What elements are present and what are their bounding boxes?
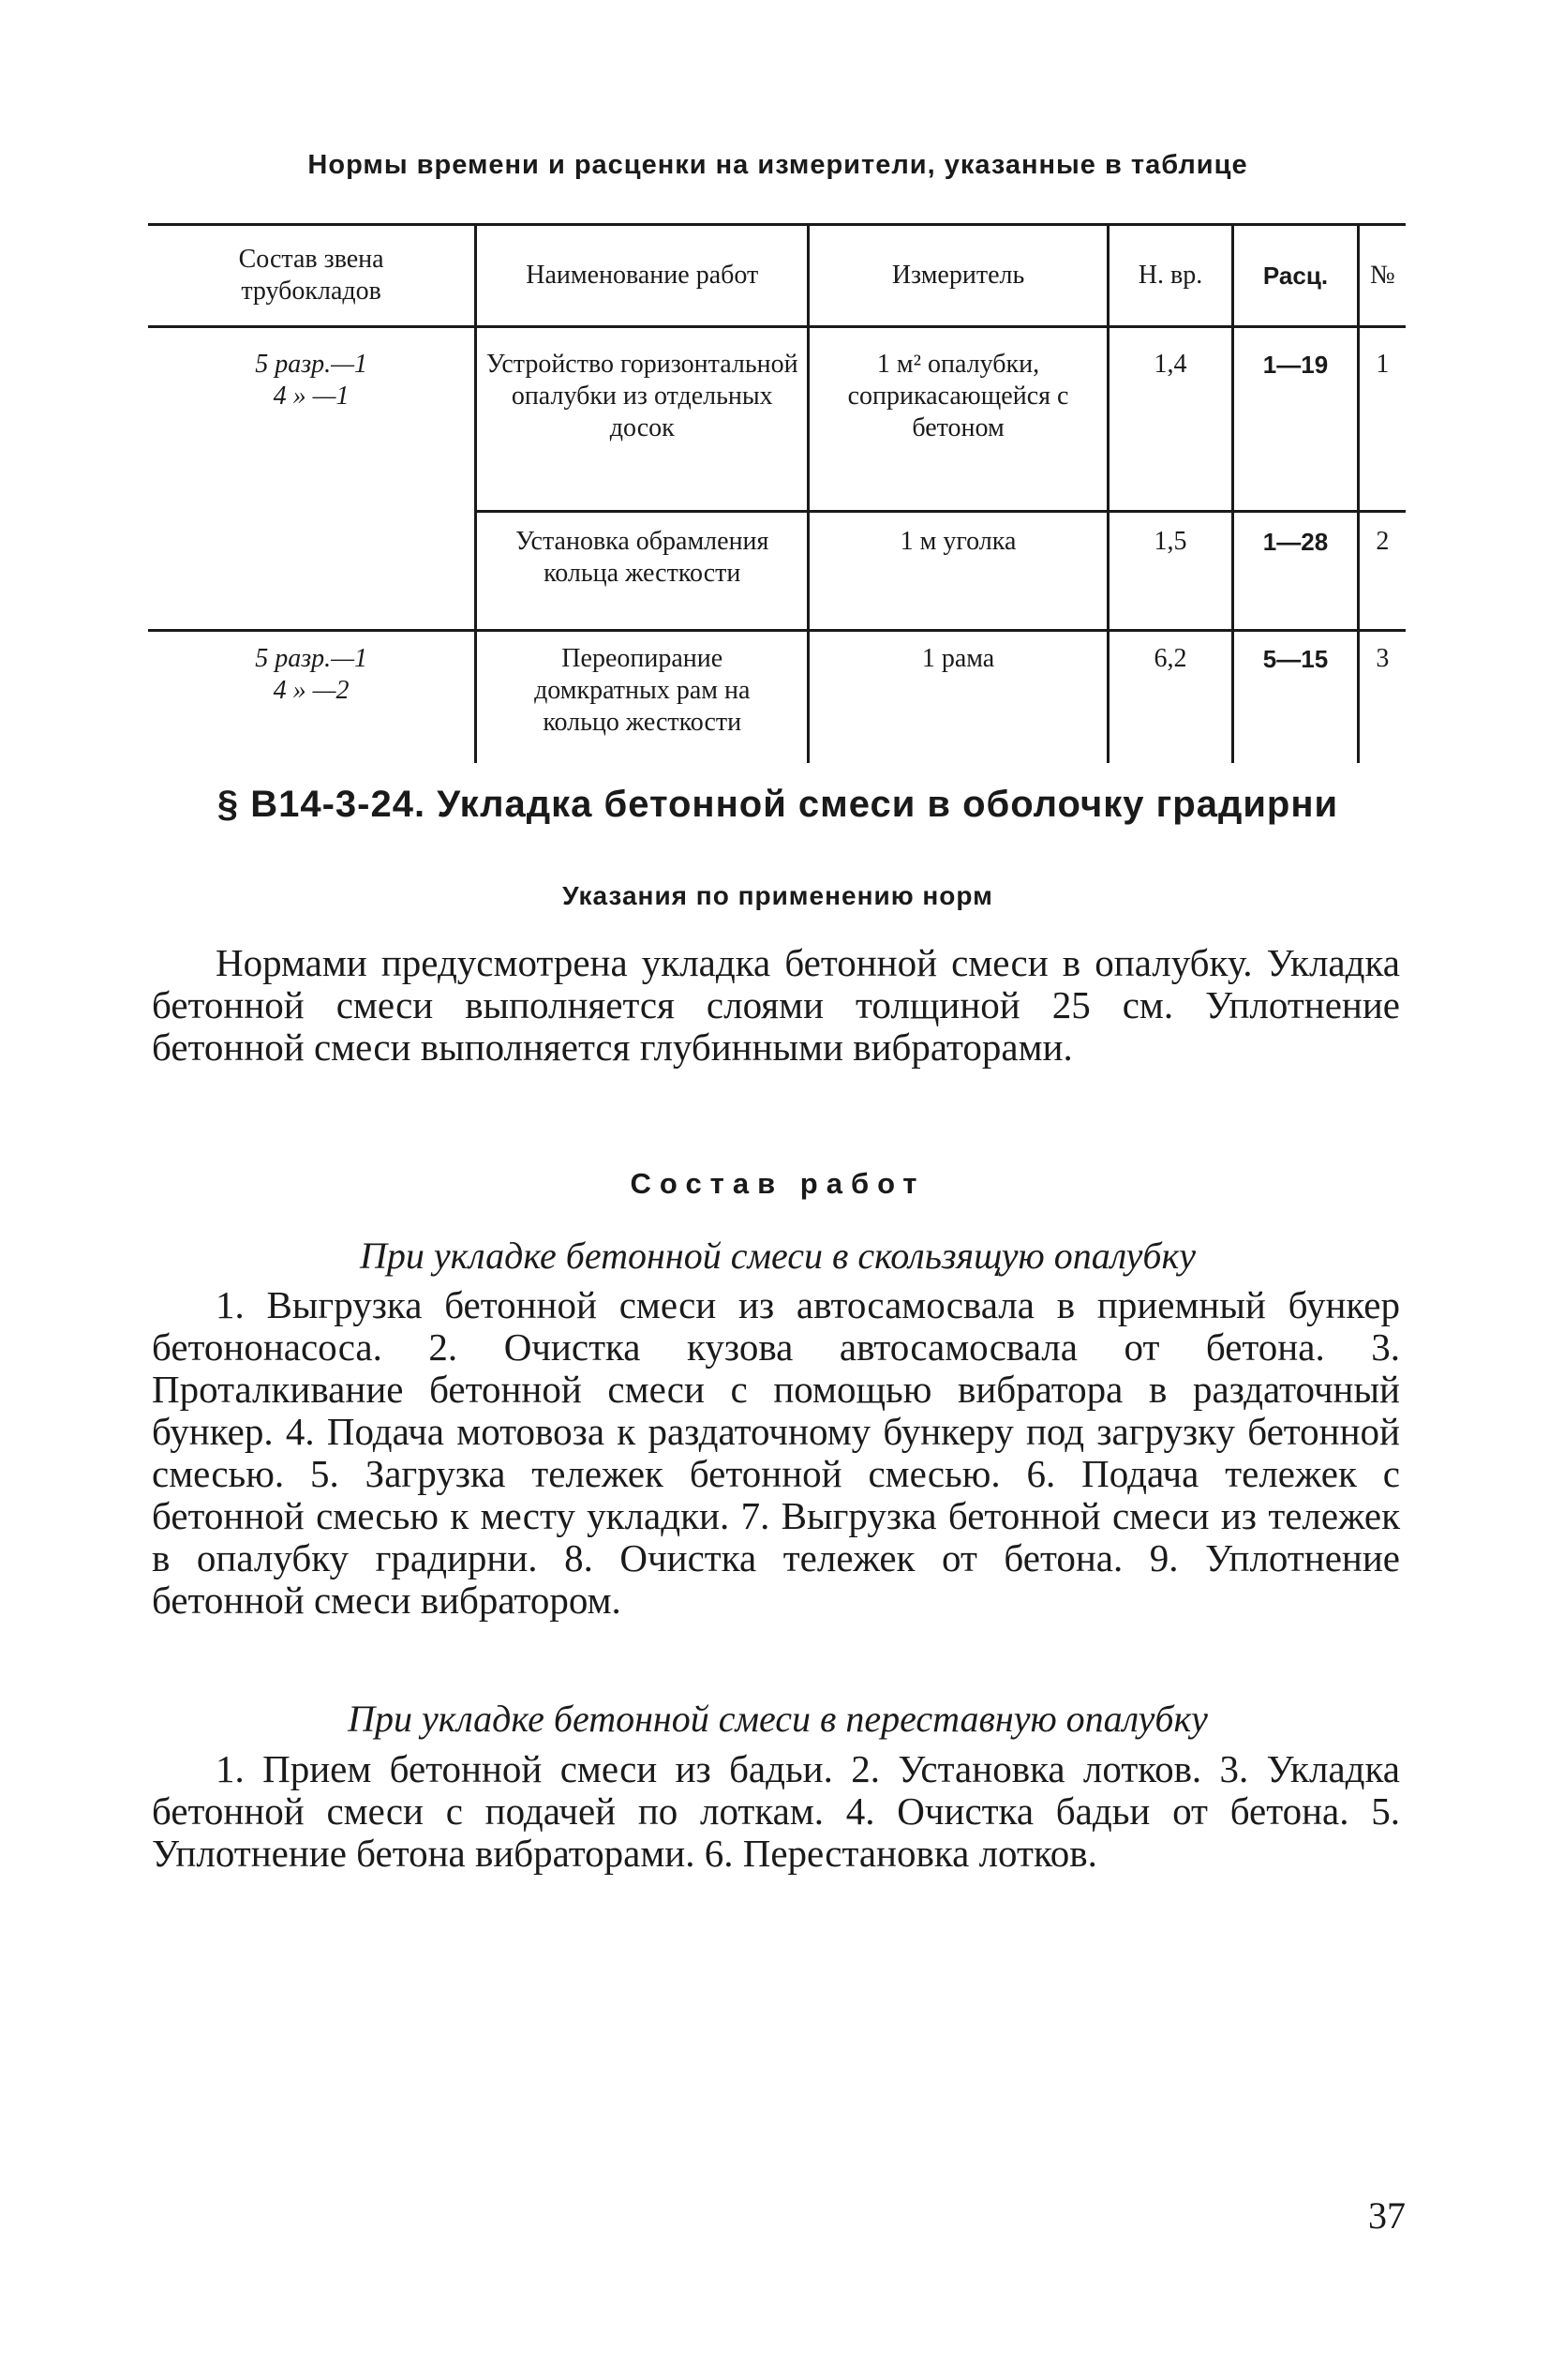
number-cell: 2 xyxy=(1358,512,1406,631)
table-row xyxy=(148,631,1406,764)
header-brigade: Состав звена трубокладов xyxy=(148,225,476,327)
brigade-line: 5 разр.—1 xyxy=(255,644,368,673)
time-norm-cell: 1,4 xyxy=(1108,327,1232,512)
unit-cell: 1 м² опалубки, соприкасающейся с бетоном xyxy=(809,327,1109,512)
table-header-row xyxy=(148,225,1406,327)
brigade-cell xyxy=(148,327,476,631)
sliding-formwork-text: 1. Выгрузка бетонной смеси из автосамосвала в приемный бункер бетононасоса. 2. Очистка кузова автосамосвала от бетона. 3. Проталкивание бетонной смеси с помощью вибратора в раздаточный бункер. 4. Подача мотовоза к раздаточному бункеру под загрузку бетонной смесью. 5. Загрузка тележек бетонной смесью. 6. Подача тележек с бетонной смесью к месту укладки. 7. Выгрузка бетонной смеси из тележек в опалубку градирни. 8. Очистка тележек от бетона. 9. Уплотнение бетонной смеси вибратором. xyxy=(152,1283,1400,1622)
rate-cell: 5—15 xyxy=(1233,631,1358,764)
sliding-formwork-heading: При укладке бетонной смеси в скользящую опалубку xyxy=(360,1235,1196,1277)
header-unit: Измеритель xyxy=(809,225,1109,327)
norms-table xyxy=(148,223,1406,763)
section-heading: § В14-3-24. Укладка бетонной смеси в оболочку градирни xyxy=(216,784,1339,825)
unit-cell: 1 рама xyxy=(809,631,1109,764)
number-cell: 1 xyxy=(1358,327,1406,512)
brigade-line: 4 » —1 xyxy=(273,382,350,411)
table-row xyxy=(148,327,1406,512)
header-time-norm: Н. вр. xyxy=(1108,225,1232,327)
work-cell: Устройство горизонтальной опалубки из отдельных досок xyxy=(476,327,809,512)
sliding-formwork-paragraph xyxy=(152,1284,1400,1622)
page-number: 37 xyxy=(1368,2194,1406,2237)
header-work: Наименование работ xyxy=(476,225,809,327)
brigade-line: 4 » —2 xyxy=(273,676,350,705)
rate-cell: 1—19 xyxy=(1233,327,1358,512)
header-rate: Расц. xyxy=(1233,225,1358,327)
rate-cell: 1—28 xyxy=(1233,512,1358,631)
number-cell: 3 xyxy=(1358,631,1406,764)
movable-formwork-heading: При укладке бетонной смеси в переставную опалубку xyxy=(348,1698,1208,1740)
work-composition-heading: Состав работ xyxy=(630,1167,926,1200)
instructions-heading: Указания по применению норм xyxy=(562,881,993,910)
time-norm-cell: 6,2 xyxy=(1108,631,1232,764)
brigade-line: 5 разр.—1 xyxy=(255,350,368,379)
movable-formwork-paragraph xyxy=(152,1748,1400,1875)
work-cell: Переопирание домкратных рам на кольцо жесткости xyxy=(476,631,809,764)
unit-cell: 1 м уголка xyxy=(809,512,1109,631)
movable-formwork-text: 1. Прием бетонной смеси из бадьи. 2. Установка лотков. 3. Укладка бетонной смеси с подачей по лоткам. 4. Очистка бадьи от бетона. 5. Уплотнение бетона вибраторами. 6. Перестановка лотков. xyxy=(152,1747,1400,1875)
work-cell: Установка обрамления кольца жесткости xyxy=(476,512,809,631)
header-number: № xyxy=(1358,225,1406,327)
instructions-paragraph xyxy=(152,942,1400,1069)
table-caption: Нормы времени и расценки на измерители, указанные в таблице xyxy=(307,150,1248,180)
time-norm-cell: 1,5 xyxy=(1108,512,1232,631)
instructions-text: Нормами предусмотрена укладка бетонной смеси в опалубку. Укладка бетонной смеси выполняется слоями толщиной 25 см. Уплотнение бетонной смеси выполняется глубинными вибраторами. xyxy=(152,941,1400,1069)
brigade-cell xyxy=(148,631,476,764)
